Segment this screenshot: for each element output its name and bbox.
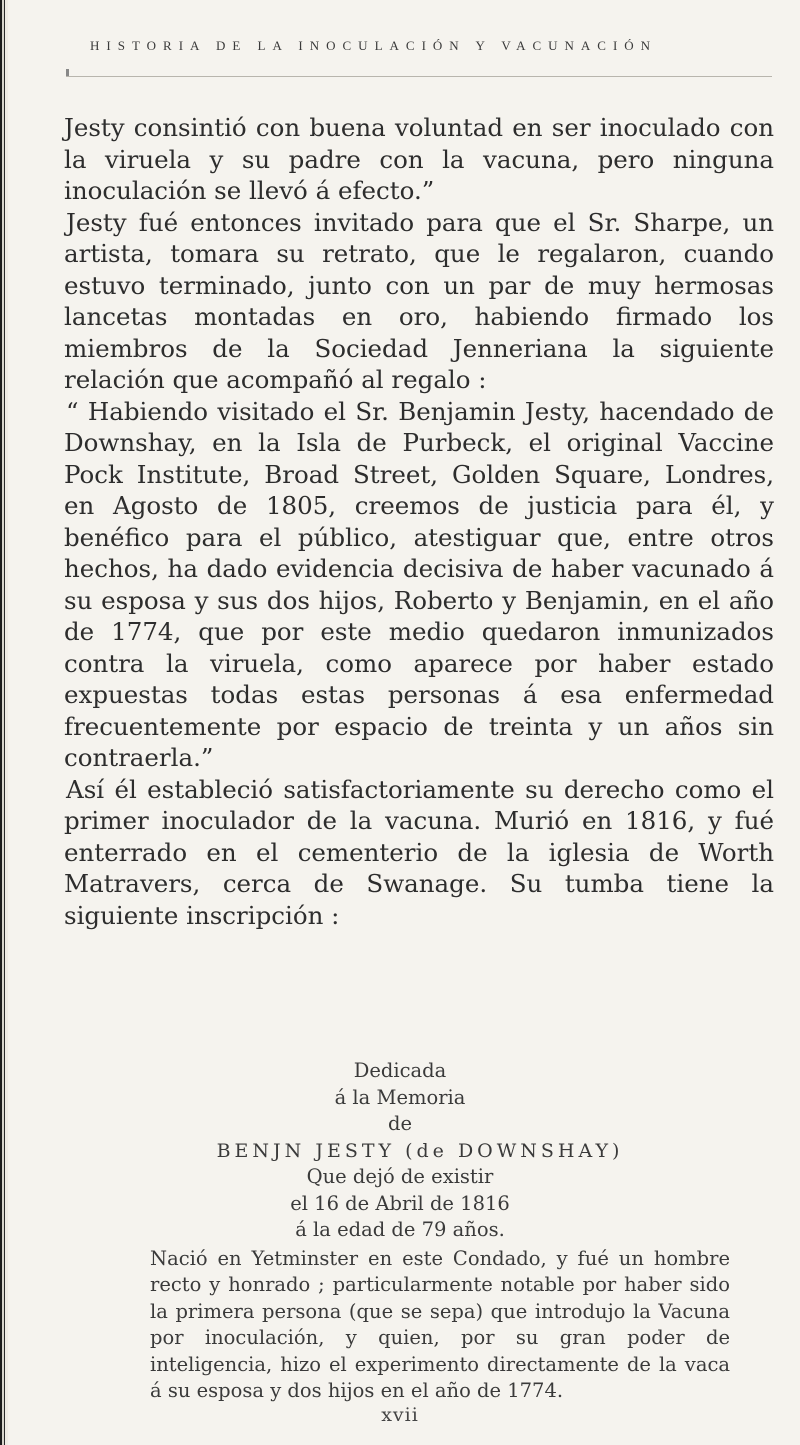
paragraph-2: Jesty fué entonces invitado para que el Sr. Sharpe, un artista, tomara su retrato, que le regalaron, cuando estuvo terminado, junto con un par de muy hermosas lancetas montadas en oro, habiendo firmado los miembros de la Sociedad Jenneriana la siguiente relación que acompañó al regalo :	[64, 207, 774, 394]
body-text	[64, 112, 774, 931]
inscription-line-name: BENJN JESTY (de DOWNSHAY)	[216, 1139, 624, 1162]
header-rule-mark	[66, 69, 69, 76]
paragraph-3: “ Habiendo visitado el Sr. Benjamin Jesty, hacendado de Downshay, en la Isla de Purbeck, el original Vaccine Pock Institute, Broad Street, Golden Square, Londres, en Agosto de 1805, creemos de justicia para él, y benéfico para el público, atestiguar que, entre otros hechos, ha dado evidencia decisiva de haber vacunado á su esposa y sus dos hijos, Roberto y Benjamin, en el año de 1774, que por este medio quedaron inmunizados contra la viruela, como aparece por haber estado expuestas todas estas personas á esa enfermedad frecuentemente por espacio de treinta y un años sin contraerla.”	[64, 396, 774, 772]
inscription-line-date: el 16 de Abril de 1816	[290, 1191, 510, 1215]
inscription-line-de: de	[387, 1112, 413, 1135]
inscription-line-dedicada: Dedicada	[353, 1059, 447, 1082]
inscription-line-existir: Que dejó de existir	[306, 1165, 494, 1188]
inscription-paragraph: Nació en Yetminster en este Condado, y fué un hombre recto y honrado ; particularmente notable por haber sido la primera persona (que se sepa) que introdujo la Vacuna por inoculación, y quien, por su gran poder de inteligencia, hizo el experimento directamente de la vaca á su esposa y dos hijos en el año de 1774.	[150, 1246, 730, 1402]
running-head: HISTORIA DE LA INOCULACIÓN Y VACUNACIÓN	[90, 38, 658, 53]
inscription-line-age: á la edad de 79 años.	[295, 1218, 505, 1241]
inscription-line-memoria: á la Memoria	[334, 1085, 466, 1109]
tomb-inscription	[0, 1058, 800, 1405]
header-rule	[66, 76, 772, 77]
page-number: xvii	[381, 1404, 419, 1426]
paragraph-1: Jesty consintió con buena voluntad en ser inoculado con la viruela y su padre con la vacuna, pero ninguna inoculación se llevó á efecto.”	[64, 113, 774, 205]
paragraph-4: Así él estableció satisfactoriamente su derecho como el primer inoculador de la vacuna. Murió en 1816, y fué enterrado en el cementerio de la iglesia de Worth Matravers, cerca de Swanage. Su tumba tiene la siguiente inscripción :	[64, 774, 774, 930]
